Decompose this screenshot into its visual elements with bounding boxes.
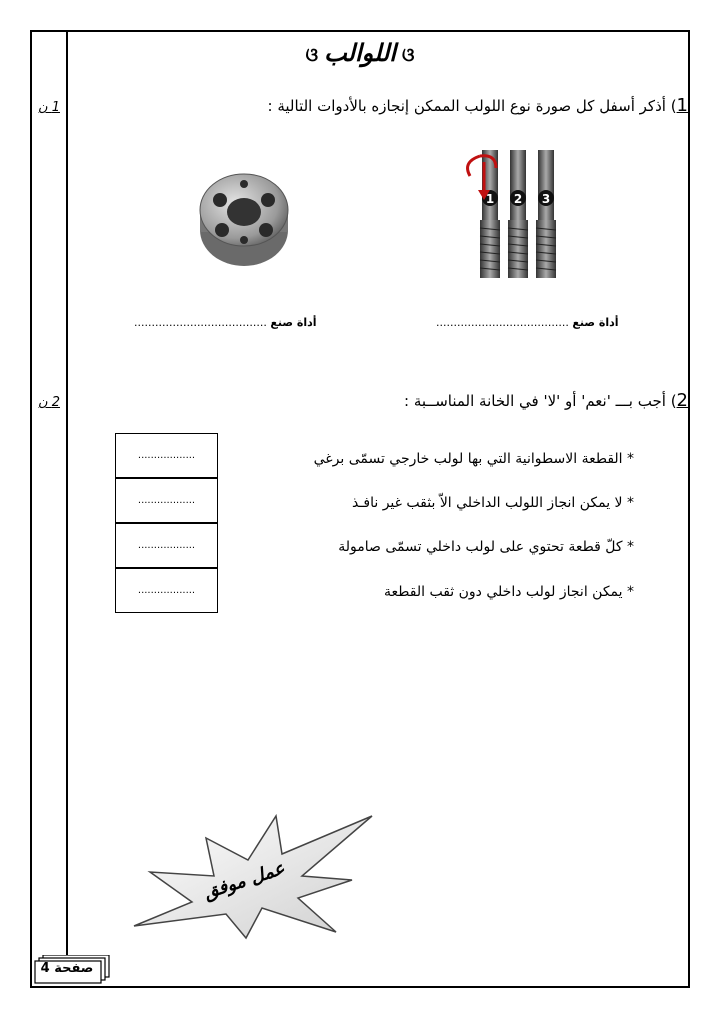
ornament-left: ଓ	[401, 45, 415, 66]
q2-text: أجب بـــ 'نعم' أو 'لا' في الخانة المناســبة :	[404, 392, 666, 410]
q2-mark: 2 ن	[38, 395, 60, 410]
answer-box-2[interactable]: ..................	[115, 478, 218, 523]
q1-mark: 1 ن	[38, 100, 60, 115]
margin-line	[66, 30, 68, 955]
die-image	[192, 160, 292, 270]
q1-heading: 1) أذكر أسفل كل صورة نوع اللولب الممكن إنجازه بالأدوات التالية :	[267, 95, 688, 116]
statement-2: * لا يمكن انجاز اللولب الداخلي الاّ بثقب غير نافـذ	[351, 495, 634, 511]
statement-1: * القطعة الاسطوانية التي بها لولب خارجي تسمّى برغي	[313, 451, 634, 467]
taps-image	[460, 148, 570, 286]
tap-3	[536, 150, 556, 278]
tap-2-label: 2	[513, 192, 523, 206]
ornament-right: ଓ	[305, 45, 319, 66]
title-text: اللوالب	[324, 38, 396, 67]
q1-number: 1	[676, 95, 688, 116]
good-luck-starburst	[130, 810, 380, 940]
q2-number: 2	[676, 390, 688, 411]
answer-box-4[interactable]: ..................	[115, 568, 218, 613]
page-number: صفحة 4	[40, 961, 94, 976]
caption-taps-label: أداة صنع	[572, 316, 619, 329]
caption-taps	[436, 316, 619, 329]
tap-2	[508, 150, 528, 278]
q2-heading: 2) أجب بـــ 'نعم' أو 'لا' في الخانة المناســبة :	[404, 390, 688, 411]
answer-box-1[interactable]: ..................	[115, 433, 218, 478]
statement-3: * كلّ قطعة تحتوي على لولب داخلي تسمّى صامولة	[338, 539, 634, 555]
statement-4: * يمكن انجاز لولب داخلي دون ثقب القطعة	[384, 584, 634, 600]
page-title	[0, 38, 720, 67]
closing-text: عمل موفق	[201, 857, 288, 904]
tap-3-label: 3	[541, 192, 551, 206]
tap-1-label: 1	[485, 192, 495, 206]
caption-die	[134, 316, 317, 329]
caption-taps-blank[interactable]: ......................................	[436, 316, 569, 329]
q1-text: أذكر أسفل كل صورة نوع اللولب الممكن إنجازه بالأدوات التالية :	[267, 97, 666, 115]
caption-die-label: أداة صنع	[270, 316, 317, 329]
caption-die-blank[interactable]: ......................................	[134, 316, 267, 329]
answer-box-3[interactable]: ..................	[115, 523, 218, 568]
